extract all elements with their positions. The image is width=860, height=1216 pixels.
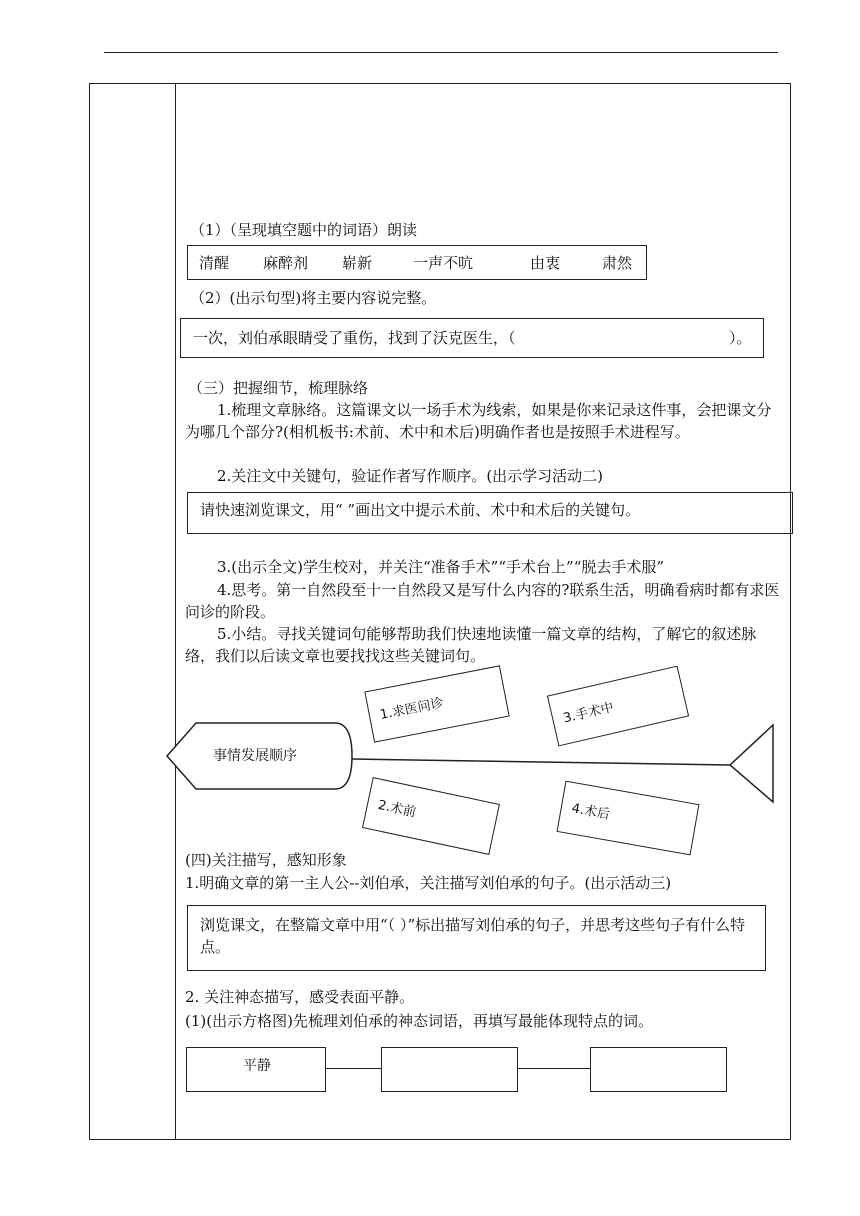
vocab-word: 肃然 <box>602 254 633 272</box>
fish-spine <box>352 759 730 765</box>
diagram-node-3-label: 3.手术中 <box>561 700 616 727</box>
vocab-word: 崭新 <box>342 254 373 272</box>
sentence-end: ）。 <box>729 329 752 347</box>
vocab-word: 由衷 <box>530 254 561 272</box>
vocab-word: 一声不吭 <box>413 254 474 272</box>
diagram-node-2-label: 2.术前 <box>376 797 418 821</box>
activity-box-2-text: 请快速浏览课文，用“ ”画出文中提示术前、术中和术后的关键句。 <box>200 501 641 519</box>
section3-heading: （三）把握细节，梳理脉络 <box>188 379 369 397</box>
section3-paragraph-5: 5.小结。寻找关键词句能够帮助我们快速地读懂一篇文章的结构，了解它的叙述脉络，我们以后读文章也要找找这些关键词句。 <box>185 625 757 665</box>
activity1-heading: （1）（呈现填空题中的词语）朗读 <box>190 221 418 239</box>
section4-paragraph-2: 2. 关注神态描写，感受表面平静。 <box>185 988 415 1006</box>
diagram-node-4-label: 4.术后 <box>570 801 611 823</box>
grid-box-1-label: 平静 <box>243 1058 271 1074</box>
vocab-word: 麻醉剂 <box>263 254 309 272</box>
grid-box-2 <box>381 1047 518 1092</box>
fish-head-label: 事情发展顺序 <box>213 748 297 764</box>
fish-tail <box>730 725 773 802</box>
grid-connector-1 <box>326 1068 381 1069</box>
activity-box-3 <box>187 905 766 971</box>
section3-paragraph-3: 3.(出示全文)学生校对，并关注“准备手术”“手术台上”“脱去手术服” <box>217 558 665 576</box>
section3-paragraph-1: 1.梳理文章脉络。这篇课文以一场手术为线索，如果是你来记录这件事，会把课文分为哪几个部分?(相机板书:术前、术中和术后)明确作者也是按照手术进程写。 <box>185 401 772 441</box>
activity-box-3-text: 浏览课文，在整篇文章中用“（ ）”标出描写刘伯承的句子，并思考这些句子有什么特点。 <box>200 916 746 956</box>
section4-heading: (四)关注描写，感知形象 <box>185 851 347 869</box>
grid-connector-2 <box>518 1068 590 1069</box>
sentence-text: 一次，刘伯承眼睛受了重伤，找到了沃克医生，（ <box>193 329 516 347</box>
grid-box-1 <box>186 1047 326 1092</box>
activity2-heading: （2）(出示句型)将主要内容说完整。 <box>190 289 437 307</box>
section4-paragraph-3: (1)(出示方格图)先梳理刘伯承的神态词语，再填写最能体现特点的词。 <box>185 1012 653 1030</box>
diagram-node-1-label: 1.求医问诊 <box>378 695 445 723</box>
section3-paragraph-2: 2.关注文中关键句，验证作者写作顺序。(出示学习活动二) <box>217 467 604 485</box>
vocab-word: 清醒 <box>199 254 230 272</box>
section4-paragraph-1: 1.明确文章的第一主人公--刘伯承，关注描写刘伯承的句子。(出示活动三) <box>185 874 672 892</box>
grid-box-3 <box>590 1047 727 1092</box>
section3-paragraph-4: 4.思考。第一自然段至十一自然段又是写什么内容的?联系生活，明确看病时都有求医问诊的阶段。 <box>185 581 780 621</box>
